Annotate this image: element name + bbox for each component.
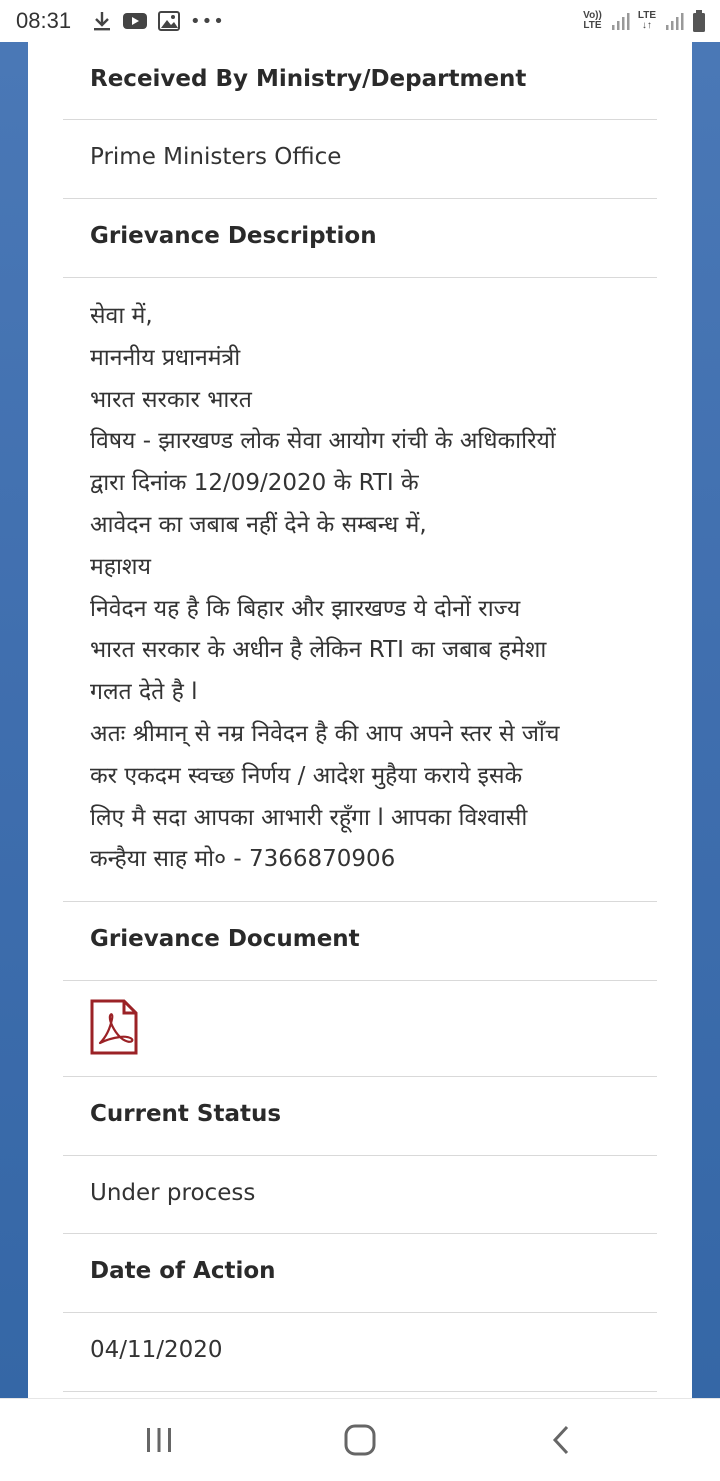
description-line: कन्हैया साह मो० - 7366870906 (90, 846, 396, 873)
document-value-row (63, 981, 657, 1077)
notification-icons (92, 9, 225, 33)
status-label: Current Status (90, 1101, 282, 1127)
description-value-row (63, 278, 657, 902)
home-icon[interactable] (343, 1423, 377, 1457)
signal-icon (664, 11, 684, 31)
description-line: गलत देते है l (90, 679, 198, 706)
description-label: Grievance Description (90, 223, 377, 249)
description-line: द्वारा दिनांक 12/09/2020 के RTI के (90, 470, 419, 497)
navigation-bar (0, 1398, 720, 1481)
lte-label: LTE (637, 10, 656, 21)
date-label: Date of Action (90, 1258, 276, 1284)
status-header-row (63, 1077, 657, 1156)
description-line: अतः श्रीमान् से नम्र निवेदन है की आप अपने स्तर से जाँच (90, 720, 560, 747)
volte-indicator (583, 11, 602, 31)
description-text (90, 296, 650, 881)
image-icon (158, 11, 180, 31)
lte-indicator (638, 11, 656, 31)
received-by-value-row (63, 120, 657, 199)
pdf-icon[interactable] (90, 999, 138, 1055)
volte-label: Vo)) (583, 10, 602, 21)
description-line: निवेदन यह है कि बिहार और झारखण्ड ये दोनों राज्य (90, 595, 521, 622)
lte-arrows: ↓↑ (641, 20, 652, 31)
received-by-header-row (63, 42, 657, 120)
status-bar (0, 0, 720, 42)
description-line: आवेदन का जबाब नहीं देने के सम्बन्ध में, (90, 511, 427, 538)
more-dots-icon: ••• (190, 10, 225, 32)
status-value-row (63, 1156, 657, 1234)
status-time: 08:31 (16, 8, 72, 33)
date-header-row (63, 1234, 657, 1313)
volte-lte-label: LTE (583, 20, 602, 31)
back-icon[interactable] (545, 1423, 579, 1457)
description-line: माननीय प्रधानमंत्री (90, 344, 241, 371)
background-left (0, 42, 28, 1398)
battery-icon (692, 9, 706, 33)
grievance-details-panel[interactable] (28, 42, 692, 1398)
received-by-value: Prime Ministers Office (90, 144, 342, 170)
description-line: भारत सरकार भारत (90, 386, 252, 413)
date-value-row (63, 1313, 657, 1392)
system-icons (583, 8, 706, 34)
description-line: महाशय (90, 553, 151, 580)
date-value: 04/11/2020 (90, 1337, 223, 1363)
youtube-icon (122, 11, 148, 31)
recent-apps-icon[interactable] (142, 1423, 176, 1457)
download-icon (92, 10, 112, 32)
received-by-label: Received By Ministry/Department (90, 66, 527, 92)
description-line: लिए मै सदा आपका आभारी रहूँगा l आपका विश्वासी (90, 804, 528, 831)
document-label: Grievance Document (90, 926, 360, 952)
description-header-row (63, 199, 657, 278)
description-line: विषय - झारखण्ड लोक सेवा आयोग रांची के अधिकारियों (90, 428, 556, 455)
description-line: सेवा में, (90, 303, 153, 329)
description-line: भारत सरकार के अधीन है लेकिन RTI का जबाब हमेशा (90, 637, 547, 664)
description-line: कर एकदम स्वच्छ निर्णय / आदेश मुहैया कराये इसके (90, 762, 523, 789)
background-right (692, 42, 720, 1398)
document-header-row (63, 902, 657, 981)
status-value: Under process (90, 1180, 256, 1206)
signal-icon (610, 11, 630, 31)
